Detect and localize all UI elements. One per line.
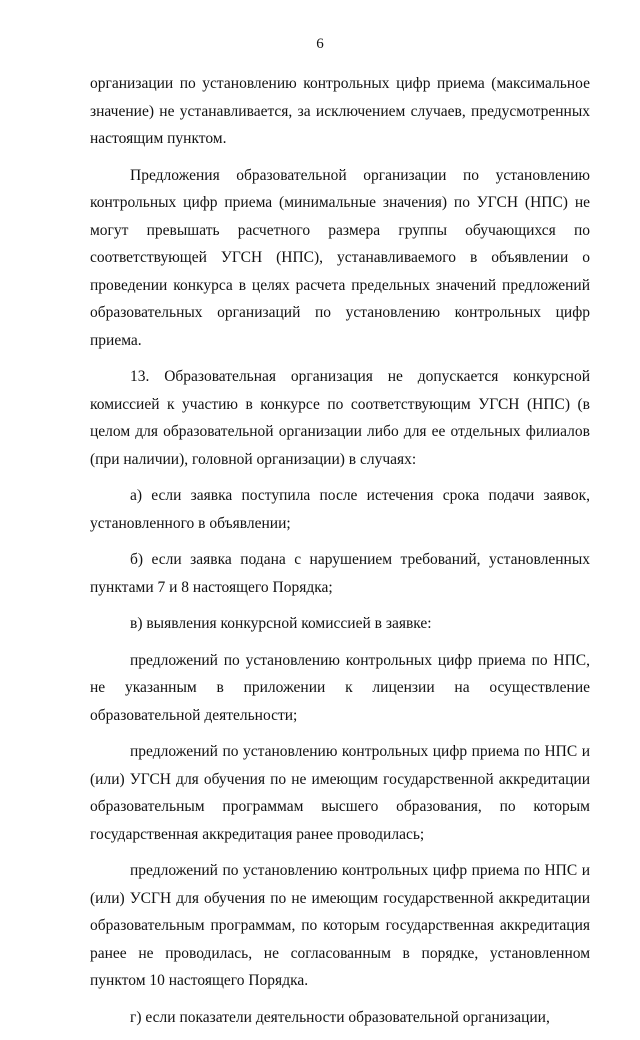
paragraph-item-a: а) если заявка поступила после истечения срока подачи заявок, установленного в объявлении;	[90, 487, 590, 532]
page-number: 6	[316, 36, 324, 52]
paragraph-item-v-2: предложений по установлению контрольных цифр приема по НПС и (или) УГСН для обучения по не имеющим государственной аккредитации образовательным программам высшего образования, по которым государственная аккредитация ранее проводилась;	[90, 743, 590, 843]
paragraph-item-v-3: предложений по установлению контрольных цифр приема по НПС и (или) УСГН для обучения по не имеющим государственной аккредитации образовательным программам, по которым государственная аккредитация ранее не проводилась, не согласованным в порядке, установленном пунктом 10 настоящего Порядка.	[90, 862, 590, 989]
paragraph-item-v-1: предложений по установлению контрольных цифр приема по НПС, не указанным в приложении к лицензии на осуществление образовательной деятельности;	[90, 651, 590, 724]
paragraph-item-g: г) если показатели деятельности образовательной организации,	[130, 1008, 550, 1026]
document-body	[90, 70, 590, 1040]
paragraph-item-v: в) выявления конкурсной комиссией в заявке:	[130, 615, 432, 632]
paragraph-item-b: б) если заявка подана с нарушением требований, установленных пунктами 7 и 8 настоящего Порядка;	[90, 551, 590, 596]
paragraph-continuation: организации по установлению контрольных цифр приема (максимальное значение) не устанавливается, за исключением случаев, предусмотренных настоящим пунктом.	[90, 75, 590, 147]
paragraph-item-13: 13. Образовательная организация не допускается конкурсной комиссией к участию в конкурсе по соответствующим УГСН (НПС) (в целом для образовательной организации либо для ее отдельных филиалов (при наличии), головной организации) в случаях:	[90, 368, 590, 468]
paragraph-minimum-values: Предложения образовательной организации по установлению контрольных цифр приема (минимальные значения) по УГСН (НПС) не могут превышать расчетного размера группы обучающихся по соответствующей УГСН (НПС), устанавливаемого в объявлении о проведении конкурса в целях расчета предельных значений предложений образовательных организаций по установлению контрольных цифр приема.	[90, 166, 590, 349]
